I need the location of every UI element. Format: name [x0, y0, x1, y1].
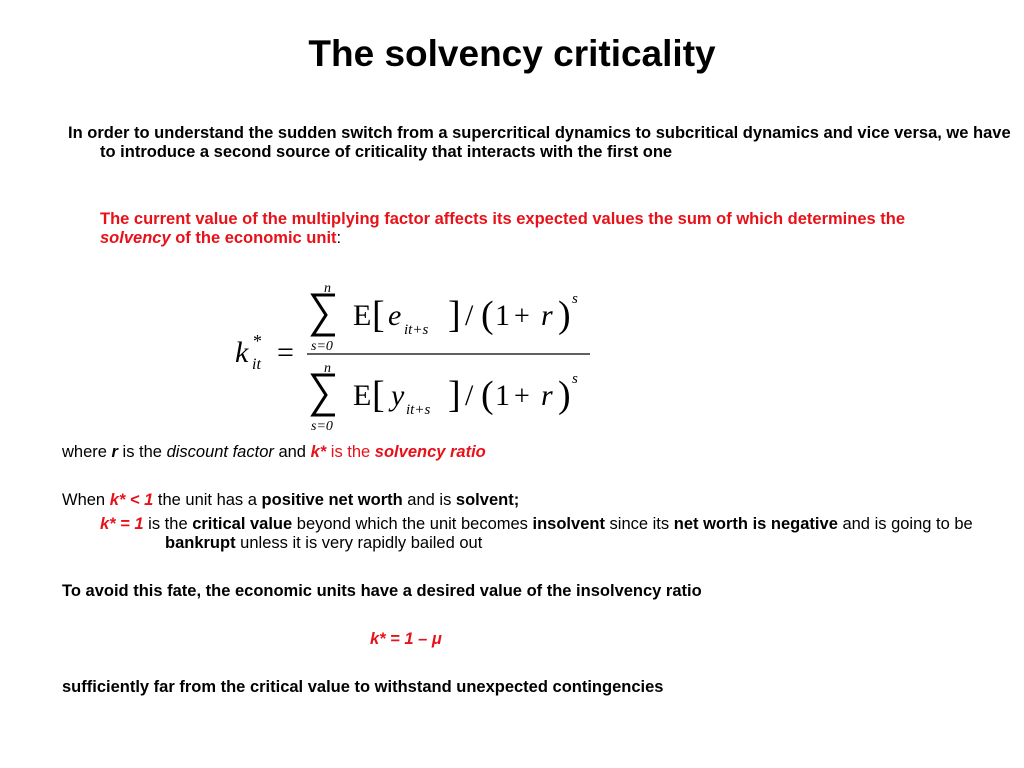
is-negative-term: is negative [752, 515, 838, 533]
kstar-equal-condition: k* = 1 [100, 515, 144, 533]
num-slash: / [465, 299, 474, 332]
den-expectation: E [353, 379, 372, 412]
where-line [62, 443, 962, 462]
num-sum-bottom: s=0 [311, 339, 333, 354]
current-text-1: The current value of the multiplying factor affects its expected values the sum of which determines the [100, 210, 906, 228]
when-line [62, 491, 962, 510]
num-close-bracket: ] [448, 294, 461, 336]
formula-k: k [235, 336, 249, 369]
den-one: 1 [495, 379, 510, 412]
kone-text-5: and is going to be [837, 515, 973, 533]
den-r: r [541, 379, 553, 412]
num-r: r [541, 299, 553, 332]
intro-paragraph: In order to understand the sudden switch from a supercritical dynamics to subcritical dynamics and vice versa, we have to introduce a second source of criticality that interacts with the first one [68, 124, 1011, 161]
den-slash: / [465, 379, 474, 412]
critical-value-line [100, 515, 985, 553]
den-plus: + [514, 381, 530, 412]
den-open-paren: ( [481, 374, 494, 416]
where-text-1: where [62, 443, 112, 461]
kone-text-1: is the [143, 515, 193, 533]
num-open-paren: ( [481, 294, 494, 336]
den-var-sub: it+s [406, 402, 431, 418]
discount-factor-term: discount factor [166, 443, 274, 461]
kstar-less-condition: k* < 1 [109, 491, 154, 509]
num-plus: + [514, 301, 530, 332]
current-value-paragraph [100, 210, 980, 248]
r-symbol: r [111, 443, 118, 461]
kone-text-6: unless it is very rapidly bailed out [235, 534, 483, 552]
den-close-paren: ) [558, 374, 571, 416]
avoid-fate-line: To avoid this fate, the economic units have a desired value of the insolvency ratio [62, 582, 702, 600]
num-var-sub: it+s [404, 322, 429, 338]
den-var: y [391, 379, 405, 412]
den-sum-bottom: s=0 [311, 419, 333, 434]
formula-svg [225, 275, 605, 440]
num-exp: s [572, 291, 578, 307]
num-close-paren: ) [558, 294, 571, 336]
den-exp: s [572, 371, 578, 387]
when-text-2: the unit has a [153, 491, 262, 509]
num-expectation: E [353, 299, 372, 332]
current-text-2: of the economic unit [170, 229, 337, 247]
formula-k-sub: it [252, 356, 261, 373]
num-sum-top: n [324, 281, 331, 296]
num-open-bracket: [ [372, 294, 385, 336]
kone-text-2: beyond which the unit becomes [292, 515, 533, 533]
den-sum-top: n [324, 361, 331, 376]
kstar-symbol: k* [310, 443, 327, 461]
kone-text-3: since its [604, 515, 674, 533]
sufficiently-far-line: sufficiently far from the critical value to withstand unexpected contingencies [62, 678, 664, 696]
target-ratio-formula: k* = 1 – μ [370, 630, 442, 648]
when-text-1: When [62, 491, 110, 509]
den-close-bracket: ] [448, 374, 461, 416]
solvency-term: solvency [100, 229, 171, 247]
num-var: e [388, 299, 402, 332]
positive-net-worth-term: positive net worth [261, 491, 403, 509]
num-sum-symbol [313, 295, 335, 335]
insolvent-term: insolvent [532, 515, 605, 533]
when-text-3: and is [402, 491, 456, 509]
solvency-ratio-term: solvency ratio [374, 443, 486, 461]
formula-equals: = [277, 336, 294, 369]
current-colon: : [336, 229, 342, 247]
den-sum-symbol [313, 375, 335, 415]
where-text-4: is the [326, 443, 375, 461]
formula-k-sup: * [253, 331, 262, 351]
solvent-term: solvent; [455, 491, 520, 509]
where-text-2: is the [117, 443, 167, 461]
solvency-ratio-formula [225, 275, 605, 440]
where-text-3: and [273, 443, 311, 461]
num-one: 1 [495, 299, 510, 332]
bankrupt-term: bankrupt [165, 534, 236, 552]
critical-value-term: critical value [192, 515, 293, 533]
slide-title: The solvency criticality [308, 33, 716, 74]
net-worth-term: net worth [673, 515, 748, 533]
den-open-bracket: [ [372, 374, 385, 416]
